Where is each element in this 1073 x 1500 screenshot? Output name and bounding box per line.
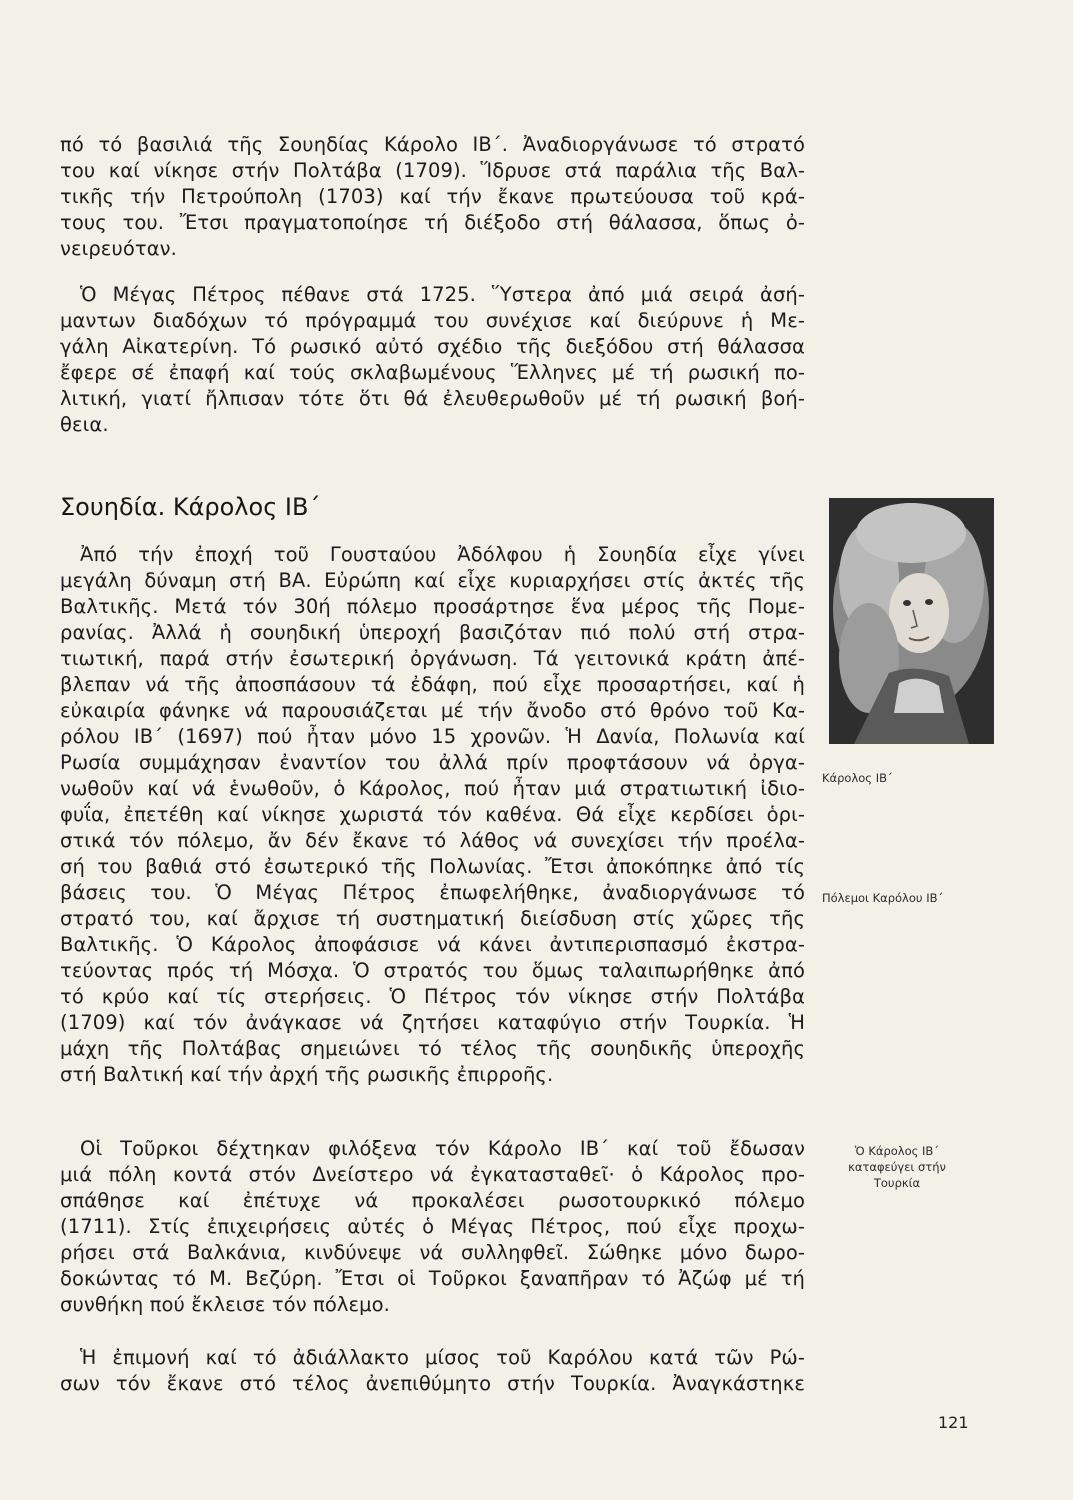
paragraph-turkey [60,1136,805,1318]
text-line: σπάθησε καί ἐπέτυχε νά προκαλέσει ρωσοτουρκικό πόλεμο [60,1189,805,1212]
caption-line: Ὁ Κάρολος ΙΒ΄ [854,1144,940,1158]
wars-map-caption: Πόλεμοι Καρόλου ΙΒ΄ [822,891,944,905]
text-line: Ὁ Μέγας Πέτρος πέθανε στά 1725. Ὕστερα ἀπό μιά σειρά ἀσή- [80,283,805,306]
text-line: μαντων διαδόχων τό πρόγραμμά του συνέχισε καί διεύρυνε ἡ Με- [60,309,805,332]
paragraph-sweden [60,542,805,1088]
text-line: Οἱ Τοῦρκοι δέχτηκαν φιλόξενα τόν Κάρολο ΙΒ΄ καί τοῦ ἔδωσαν [80,1137,805,1160]
paragraph-peter-continuation [60,132,805,262]
text-line: μάχη τῆς Πολτάβας σημειώνει τό τέλος τῆς σουηδικῆς ὑπεροχῆς [60,1037,805,1060]
text-line: σή του βαθιά στό ἐσωτερικό τῆς Πολωνίας. Ἔτσι ἀποκόπηκε ἀπό τίς [60,855,805,878]
text-line: συνθήκη πού ἔκλεισε τόν πόλεμο. [60,1293,390,1316]
text-line: Βαλτικῆς. Ὁ Κάρολος ἀποφάσισε νά κάνει ἀντιπερισπασμό ἐκστρα- [60,933,805,956]
portrait-caption: Κάρολος ΙΒ΄ [822,771,893,785]
text-line: δοκώντας τό Μ. Βεζύρη. Ἔτσι οἱ Τοῦρκοι ξαναπῆραν τό Ἀζώφ μέ τή [60,1267,805,1290]
charles-xii-portrait-image [829,498,994,744]
text-line: ρήσει στά Βαλκάνια, κινδύνεψε νά συλληφθεῖ. Σώθηκε μόνο δωρο- [60,1241,805,1264]
text-line: Ἀπό τήν ἐποχή τοῦ Γουσταύου Ἀδόλφου ἡ Σουηδία εἶχε γίνει [80,543,805,566]
text-line: τικῆς τήν Πετρούπολη (1703) καί τήν ἔκανε πρωτεύουσα τοῦ κρά- [60,185,805,208]
text-line: Ἡ ἐπιμονή καί τό ἀδιάλλακτο μίσος τοῦ Καρόλου κατά τῶν Ρώ- [80,1346,805,1369]
text-line: θεια. [60,413,109,436]
paragraph-charles-expelled [60,1345,805,1397]
section-heading: Σουηδία. Κάρολος ΙΒ΄ [60,493,321,521]
text-line: εὐκαιρία φάνηκε νά παρουσιάζεται μέ τήν ἄνοδο στό θρόνο τοῦ Κα- [60,699,805,722]
text-line: στικά τόν πόλεμο, ἄν δέν ἔκανε τό λάθος νά συνεχίσει τήν προέλα- [60,829,805,852]
text-line: τους του. Ἔτσι πραγματοποίησε τή διέξοδο στή θάλασσα, ὅπως ὀ- [60,211,805,234]
text-line: φυΐα, ἐπετέθη καί νίκησε χωριστά τόν καθένα. Θά εἶχε κερδίσει ὁρι- [60,803,805,826]
text-line: ἔφερε σέ ἐπαφή καί τούς σκλαβωμένους Ἕλληνες μέ τή ρωσική πο- [60,361,805,384]
text-line: μιά πόλη κοντά στόν Δνείστερο νά ἐγκατασταθεῖ· ὁ Κάρολος προ- [60,1163,805,1186]
paragraph-peter-death [60,282,805,438]
text-line: στρατό του, καί ἄρχισε τή συστηματική διείσδυση στίς χῶρες τῆς [60,907,805,930]
caption-line: Τουρκία [873,1176,921,1190]
text-line: ρανίας. Ἀλλά ἡ σουηδική ὑπεροχή βασιζόταν πιό πολύ στή στρα- [60,621,805,644]
text-line: (1709) καί τόν ἀνάγκασε νά ζητήσει καταφύγιο στήν Τουρκία. Ἡ [60,1011,805,1034]
text-line: σων τόν ἔκανε στό τέλος ἀνεπιθύμητο στήν Τουρκία. Ἀναγκάστηκε [60,1372,805,1395]
text-line: λιτική, γιατί ἤλπισαν τότε ὅτι θά ἐλευθερωθοῦν μέ τή ρωσική βοή- [60,387,805,410]
text-line: τεύοντας πρός τή Μόσχα. Ὁ στρατός του ὅμως ταλαιπωρήθηκε ἀπό [60,959,805,982]
text-line: γάλη Αἰκατερίνη. Τό ρωσικό αὐτό σχέδιο τῆς διεξόδου στή θάλασσα [60,335,805,358]
text-line: τιωτική, παρά στήν ἐσωτερική ὀργάνωση. Τά γειτονικά κράτη ἀπέ- [60,647,805,670]
text-line: νειρευόταν. [60,237,177,260]
text-line: μεγάλη δύναμη στή ΒΑ. Εὐρώπη καί εἶχε κυριαρχήσει στίς ἀκτές τῆς [60,569,805,592]
text-line: τό κρύο καί τίς στερήσεις. Ὁ Πέτρος τόν νίκησε στήν Πολτάβα [60,985,805,1008]
flees-to-turkey-caption [822,1143,972,1191]
text-line: στή Βαλτική καί τήν ἀρχή τῆς ρωσικῆς ἐπιρροῆς. [60,1063,554,1086]
text-line: βάσεις του. Ὁ Μέγας Πέτρος ἐπωφελήθηκε, ἀναδιοργάνωσε τό [60,881,805,904]
text-line: νωθοῦν καί νά ἑνωθοῦν, ὁ Κάρολος, πού ἦταν μιά στρατιωτική ἰδιο- [60,777,805,800]
portrait-engraving [829,498,994,744]
text-line: ρόλου ΙΒ΄ (1697) πού ἦταν μόνο 15 χρονῶν. Ἡ Δανία, Πολωνία καί [60,725,805,748]
text-line: Βαλτικῆς. Μετά τόν 30ή πόλεμο προσάρτησε ἕνα μέρος τῆς Πομε- [60,595,805,618]
text-line: πό τό βασιλιά τῆς Σουηδίας Κάρολο ΙΒ΄. Ἀναδιοργάνωσε τό στρατό [60,133,805,156]
caption-line: καταφεύγει στήν [848,1160,946,1174]
text-line: Ρωσία συμμάχησαν ἐναντίον του ἀλλά πρίν προφτάσουν νά ὀργα- [60,751,805,774]
page-number: 121 [938,1413,969,1432]
text-line: (1711). Στίς ἐπιχειρήσεις αὐτές ὁ Μέγας Πέτρος, πού εἶχε προχω- [60,1215,805,1238]
text-line: του καί νίκησε στήν Πολτάβα (1709). Ἵδρυσε στά παράλια τῆς Βαλ- [60,159,805,182]
text-line: βλεπαν νά τῆς ἀποσπάσουν τά ἐδάφη, πού εἶχε προσαρτήσει, καί ἡ [60,673,805,696]
